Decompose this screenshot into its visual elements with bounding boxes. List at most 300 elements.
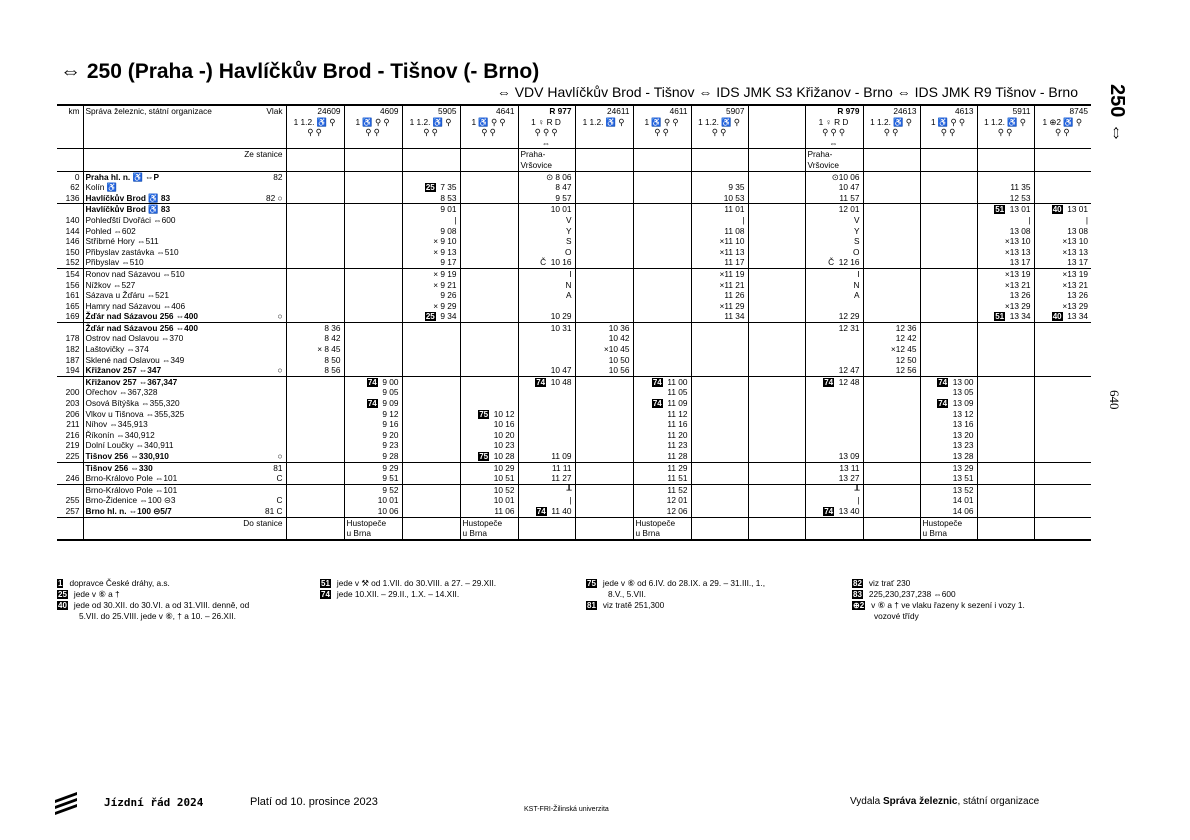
km-value — [57, 322, 83, 333]
departure-time — [402, 440, 460, 451]
train-features-3 — [1034, 138, 1091, 149]
departure-time: 74 13 40 — [805, 506, 863, 517]
departure-time — [920, 247, 977, 258]
departure-time: 11 20 — [633, 430, 691, 441]
station-row — [57, 495, 1091, 506]
station-row — [57, 365, 1091, 376]
departure-time: V — [518, 215, 575, 226]
departure-time: 8 53 — [402, 193, 460, 204]
departure-time — [575, 171, 633, 182]
page-title: ⇔ 250 (Praha -) Havlíčkův Brod - Tišnov (- Brno) — [60, 60, 540, 83]
departure-time — [344, 204, 402, 215]
station-name — [83, 333, 286, 344]
footnote — [852, 600, 1025, 611]
note-badge: 74 — [652, 399, 662, 409]
departure-time — [748, 473, 805, 484]
station-name — [83, 344, 286, 355]
footnote-text: jede v ⑥ od 6.IV. do 28.IX. a 29. – 31.III., 1., — [602, 578, 766, 588]
departure-time: 74 13 09 — [920, 398, 977, 409]
departure-time — [633, 215, 691, 226]
departure-time — [748, 430, 805, 441]
departure-time: 13 09 — [805, 451, 863, 462]
footnote-badge: 82 — [853, 579, 862, 588]
departure-time: 10 06 — [344, 506, 402, 517]
departure-time — [1034, 333, 1091, 344]
departure-time: 13 12 — [920, 409, 977, 420]
page-number: 640 — [1107, 390, 1122, 410]
departure-time — [575, 257, 633, 268]
notes-column-4 — [852, 578, 1025, 622]
departure-time — [863, 226, 920, 237]
departure-time — [691, 462, 748, 473]
publisher-name: Správa železnic — [882, 796, 958, 807]
departure-time: A — [518, 290, 575, 301]
departure-time — [575, 236, 633, 247]
departure-time — [748, 387, 805, 398]
departure-time: 11 09 — [518, 451, 575, 462]
departure-time: ×11 19 — [691, 268, 748, 279]
departure-time: 8 50 — [286, 355, 344, 366]
station-name — [83, 215, 286, 226]
station-label: Tišnov 256 ⇔330,910 — [85, 451, 169, 461]
departure-time: ×13 13 — [1034, 247, 1091, 258]
departure-time — [805, 398, 863, 409]
departure-time — [633, 171, 691, 182]
departure-time: 11 17 — [691, 257, 748, 268]
departure-time: ×13 21 — [977, 280, 1034, 291]
departure-time — [691, 376, 748, 387]
departure-time — [863, 280, 920, 291]
station-row — [57, 506, 1091, 517]
station-label: Sklené nad Oslavou ⇔349 — [85, 354, 185, 365]
footnote-text: jede od 30.XII. do 30.VI. a od 31.VIII. denně, od — [73, 600, 250, 610]
departure-time: ×12 45 — [863, 344, 920, 355]
publisher-suffix: , státní organizace — [957, 796, 1040, 807]
departure-time: | — [402, 215, 460, 226]
train-features-3 — [920, 138, 977, 149]
station-mark: 82 ○ — [265, 192, 283, 203]
departure-time — [575, 398, 633, 409]
train-number: 4641 — [460, 105, 518, 117]
train-features: 1 ♀ R D — [518, 117, 575, 128]
km-blank — [57, 117, 83, 128]
departure-time: 9 26 — [402, 290, 460, 301]
km-value: 144 — [65, 225, 80, 236]
departure-time: 9 35 — [691, 182, 748, 193]
note-badge: 74 — [938, 399, 948, 409]
departure-time — [1034, 440, 1091, 451]
departure-time — [920, 333, 977, 344]
departure-time: 11 11 — [518, 462, 575, 473]
footnote — [586, 578, 765, 589]
departure-time: 9 23 — [344, 440, 402, 451]
departure-time — [748, 419, 805, 430]
train-origin — [748, 149, 805, 171]
departure-time — [460, 215, 518, 226]
departure-time: 12 06 — [633, 506, 691, 517]
sz-logo-icon — [55, 792, 77, 816]
departure-time: × 9 21 — [402, 280, 460, 291]
station-label: Vlkov u Tišnova ⇔355,325 — [85, 408, 185, 419]
footnote-text: jede v ⑥ a † — [73, 589, 120, 599]
station-label: Pohleďští Dvořáci ⇔600 — [85, 214, 176, 225]
train-features: 1 ♿ ⚲ ⚲ — [460, 117, 518, 128]
departure-time — [863, 301, 920, 312]
departure-time: ×13 19 — [1034, 268, 1091, 279]
station-label: Ořechov ⇔367,328 — [85, 387, 158, 398]
departure-time — [633, 236, 691, 247]
departure-time — [344, 301, 402, 312]
departure-time — [344, 182, 402, 193]
train-features: 1 1.2. ♿ ⚲ — [691, 117, 748, 128]
departure-time — [344, 344, 402, 355]
departure-time — [748, 204, 805, 215]
train-features-3 — [977, 138, 1034, 149]
train-features-2: ⚲ ⚲ ⚲ — [805, 127, 863, 138]
departure-time — [977, 355, 1034, 366]
departure-time — [691, 171, 748, 182]
station-name — [83, 387, 286, 398]
departure-time: 11 29 — [633, 462, 691, 473]
departure-time: | — [977, 215, 1034, 226]
note-badge: 75 — [479, 452, 489, 461]
station-row — [57, 344, 1091, 355]
footnote — [852, 611, 1025, 622]
departure-time — [286, 495, 344, 506]
operator-header — [83, 105, 286, 117]
departure-time — [920, 226, 977, 237]
departure-time: N — [805, 280, 863, 291]
station-label: Brno-Židenice ⇔100 ⊝3 — [85, 495, 176, 506]
station-label: Níhov ⇔345,913 — [85, 419, 148, 430]
departure-time: 14 06 — [920, 506, 977, 517]
departure-time — [748, 226, 805, 237]
footnote-text: vozové třídy — [874, 611, 919, 621]
departure-time — [402, 419, 460, 430]
departure-time — [748, 171, 805, 182]
train-origin — [1034, 149, 1091, 171]
departure-time — [863, 430, 920, 441]
departure-time: × 9 10 — [402, 236, 460, 247]
departure-time — [691, 398, 748, 409]
station-label: Žďár nad Sázavou 256 ⇔400 — [85, 311, 198, 322]
departure-time: 11 57 — [805, 193, 863, 204]
departure-time: 11 12 — [633, 409, 691, 420]
km-blank — [57, 127, 83, 138]
footnote — [57, 578, 249, 589]
departure-time: 10 50 — [575, 355, 633, 366]
departure-time — [805, 333, 863, 344]
note-badge: 74 — [536, 506, 546, 516]
departure-time — [977, 473, 1034, 484]
departure-time — [575, 311, 633, 322]
departure-time — [863, 440, 920, 451]
departure-time: ×13 10 — [977, 236, 1034, 247]
departure-time — [691, 322, 748, 333]
departure-time — [863, 462, 920, 473]
departure-time: 12 29 — [805, 311, 863, 322]
departure-time — [575, 182, 633, 193]
departure-time — [402, 322, 460, 333]
departure-time — [402, 376, 460, 387]
train-destination: Hustopeče u Brna — [633, 517, 691, 540]
departure-time: 10 29 — [460, 462, 518, 473]
destination-row — [57, 517, 1091, 540]
train-origin — [691, 149, 748, 171]
km-value: 62 — [70, 182, 80, 193]
publisher-prefix: Vydala — [850, 796, 883, 807]
departure-time — [460, 376, 518, 387]
train-number: 24609 — [286, 105, 344, 117]
station-label: Přibyslav ⇔510 — [85, 257, 144, 268]
train-features-2: ⚲ ⚲ — [977, 127, 1034, 138]
departure-time: 12 53 — [977, 193, 1034, 204]
departure-time — [460, 182, 518, 193]
footnote — [320, 589, 496, 600]
km-value: 182 — [65, 344, 80, 355]
departure-time — [920, 344, 977, 355]
departure-time — [344, 215, 402, 226]
note-badge: 74 — [938, 377, 948, 387]
departure-time: 13 26 — [977, 290, 1034, 301]
station-label: Hamry nad Sázavou ⇔406 — [85, 300, 186, 311]
departure-time — [691, 451, 748, 462]
departure-time: 10 20 — [460, 430, 518, 441]
departure-time — [977, 430, 1034, 441]
departure-time: 10 56 — [575, 365, 633, 376]
departure-time: 10 53 — [691, 193, 748, 204]
station-row — [57, 257, 1091, 268]
footnote-badge: 75 — [587, 579, 596, 588]
train-destination — [691, 517, 748, 540]
station-label: Pohled ⇔602 — [85, 225, 136, 236]
station-row — [57, 322, 1091, 333]
departure-time: 11 23 — [633, 440, 691, 451]
train-features-3: ⇔ — [518, 138, 575, 149]
departure-time — [575, 376, 633, 387]
departure-time — [977, 440, 1034, 451]
train-origin — [575, 149, 633, 171]
departure-time — [460, 311, 518, 322]
footnote-text: jede v ⚒ od 1.VII. do 30.VIII. a 27. – 29.XII. — [336, 578, 497, 588]
footer-validity: Platí od 10. prosince 2023 — [250, 796, 378, 808]
departure-time — [1034, 473, 1091, 484]
departure-time: ×11 21 — [691, 280, 748, 291]
departure-time: 9 01 — [402, 204, 460, 215]
operator-name: Správa železnic, státní organizace — [85, 106, 212, 116]
km-value: 146 — [65, 236, 80, 247]
departure-time — [863, 398, 920, 409]
note-badge: 40 — [1052, 312, 1062, 322]
train-number: 5911 — [977, 105, 1034, 117]
departure-time: 9 05 — [344, 387, 402, 398]
departure-time — [691, 419, 748, 430]
departure-time — [977, 344, 1034, 355]
footnote-badge: 25 — [58, 590, 67, 599]
departure-time: N — [518, 280, 575, 291]
station-row — [57, 355, 1091, 366]
station-label: Brno-Královo Pole ⇔101 — [85, 473, 178, 484]
departure-time: × 8 45 — [286, 344, 344, 355]
departure-time — [344, 268, 402, 279]
departure-time: 75 10 12 — [460, 409, 518, 420]
note-badge: 74 — [367, 399, 377, 409]
station-row — [57, 398, 1091, 409]
train-number: 8745 — [1034, 105, 1091, 117]
km-value: 216 — [65, 429, 80, 440]
departure-time — [460, 204, 518, 215]
departure-time — [402, 451, 460, 462]
station-label: Říkonín ⇔340,912 — [85, 429, 155, 440]
departure-time: 12 01 — [805, 204, 863, 215]
departure-time — [1034, 398, 1091, 409]
departure-time — [286, 182, 344, 193]
departure-time: 74 12 48 — [805, 376, 863, 387]
departure-time — [633, 290, 691, 301]
departure-time: ×13 29 — [1034, 301, 1091, 312]
departure-time: 10 01 — [518, 204, 575, 215]
km-value: 257 — [57, 506, 83, 517]
departure-time: 13 29 — [920, 462, 977, 473]
departure-time — [460, 365, 518, 376]
departure-time — [460, 268, 518, 279]
train-destination — [863, 517, 920, 540]
departure-time — [863, 268, 920, 279]
footnote — [57, 600, 249, 611]
departure-time — [344, 257, 402, 268]
departure-time: ×13 21 — [1034, 280, 1091, 291]
departure-time — [575, 387, 633, 398]
departure-time — [863, 257, 920, 268]
departure-time: 10 47 — [518, 365, 575, 376]
train-features-2: ⚲ ⚲ — [344, 127, 402, 138]
departure-time: I — [518, 268, 575, 279]
departure-time — [460, 257, 518, 268]
km-value: 200 — [65, 387, 80, 398]
departure-time: 10 42 — [575, 333, 633, 344]
train-destination — [805, 517, 863, 540]
departure-time — [1034, 409, 1091, 420]
train-features: 1 1.2. ♿ ⚲ — [402, 117, 460, 128]
departure-time — [1034, 430, 1091, 441]
departure-time — [805, 301, 863, 312]
departure-time: 11 05 — [633, 387, 691, 398]
departure-time — [977, 376, 1034, 387]
departure-time — [402, 171, 460, 182]
train-origin — [344, 149, 402, 171]
departure-time — [286, 430, 344, 441]
departure-time: 9 16 — [344, 419, 402, 430]
departure-time — [286, 280, 344, 291]
departure-time — [748, 290, 805, 301]
departure-time — [460, 290, 518, 301]
station-row — [57, 440, 1091, 451]
station-row — [57, 247, 1091, 258]
departure-time: × 9 13 — [402, 247, 460, 258]
departure-time — [748, 506, 805, 517]
departure-time: 75 10 28 — [460, 451, 518, 462]
departure-time — [460, 333, 518, 344]
departure-time — [1034, 484, 1091, 495]
departure-time — [633, 333, 691, 344]
departure-time — [460, 236, 518, 247]
departure-time — [863, 290, 920, 301]
departure-time: 9 12 — [344, 409, 402, 420]
departure-time — [518, 355, 575, 366]
station-label: Havlíčkův Brod ♿ 83 — [85, 204, 171, 215]
departure-time — [575, 215, 633, 226]
train-number: 5905 — [402, 105, 460, 117]
departure-time — [748, 182, 805, 193]
train-features: 1 ⊕2 ♿ ⚲ — [1034, 117, 1091, 128]
departure-time: 25 9 34 — [402, 311, 460, 322]
departure-time — [748, 301, 805, 312]
departure-time: 13 08 — [1034, 226, 1091, 237]
departure-time — [633, 268, 691, 279]
departure-time — [748, 376, 805, 387]
train-features-2: ⚲ ⚲ — [633, 127, 691, 138]
footnote-badge: 74 — [321, 590, 330, 599]
departure-time — [691, 440, 748, 451]
departure-time — [460, 355, 518, 366]
station-row — [57, 473, 1091, 484]
departure-time — [633, 193, 691, 204]
departure-time — [344, 355, 402, 366]
km-value: 156 — [65, 279, 80, 290]
departure-time: ×10 45 — [575, 344, 633, 355]
note-badge: 25 — [425, 183, 435, 193]
departure-time — [920, 215, 977, 226]
departure-time — [748, 398, 805, 409]
station-name — [83, 182, 286, 193]
station-name — [83, 193, 286, 204]
station-row — [57, 226, 1091, 237]
departure-time — [286, 301, 344, 312]
departure-time — [863, 376, 920, 387]
km-value: 140 — [65, 214, 80, 225]
departure-time: A — [805, 290, 863, 301]
footnote-text: dopravce České dráhy, a.s. — [69, 578, 170, 588]
km-value: 178 — [65, 333, 80, 344]
station-name — [83, 473, 286, 484]
km-value: 203 — [65, 398, 80, 409]
station-name — [83, 247, 286, 258]
departure-time — [863, 236, 920, 247]
train-features-3 — [748, 138, 805, 149]
departure-time — [977, 387, 1034, 398]
departure-time: 74 11 09 — [633, 398, 691, 409]
departure-time — [402, 506, 460, 517]
departure-time — [286, 484, 344, 495]
departure-time — [1034, 462, 1091, 473]
departure-time: ⊙ 8 06 — [518, 171, 575, 182]
departure-time: Č 10 16 — [518, 257, 575, 268]
departure-time — [633, 280, 691, 291]
footer-publisher — [850, 796, 1039, 807]
departure-time — [691, 344, 748, 355]
departure-time: 11 06 — [460, 506, 518, 517]
departure-time: ×13 19 — [977, 268, 1034, 279]
departure-time: 12 01 — [633, 495, 691, 506]
train-features-2: ⚲ ⚲ ⚲ — [518, 127, 575, 138]
departure-time: ┸ — [518, 484, 575, 495]
departure-time — [460, 193, 518, 204]
km-value: 246 — [57, 473, 83, 484]
departure-time — [575, 473, 633, 484]
departure-time: 74 11 00 — [633, 376, 691, 387]
departure-time — [402, 398, 460, 409]
departure-time — [1034, 387, 1091, 398]
